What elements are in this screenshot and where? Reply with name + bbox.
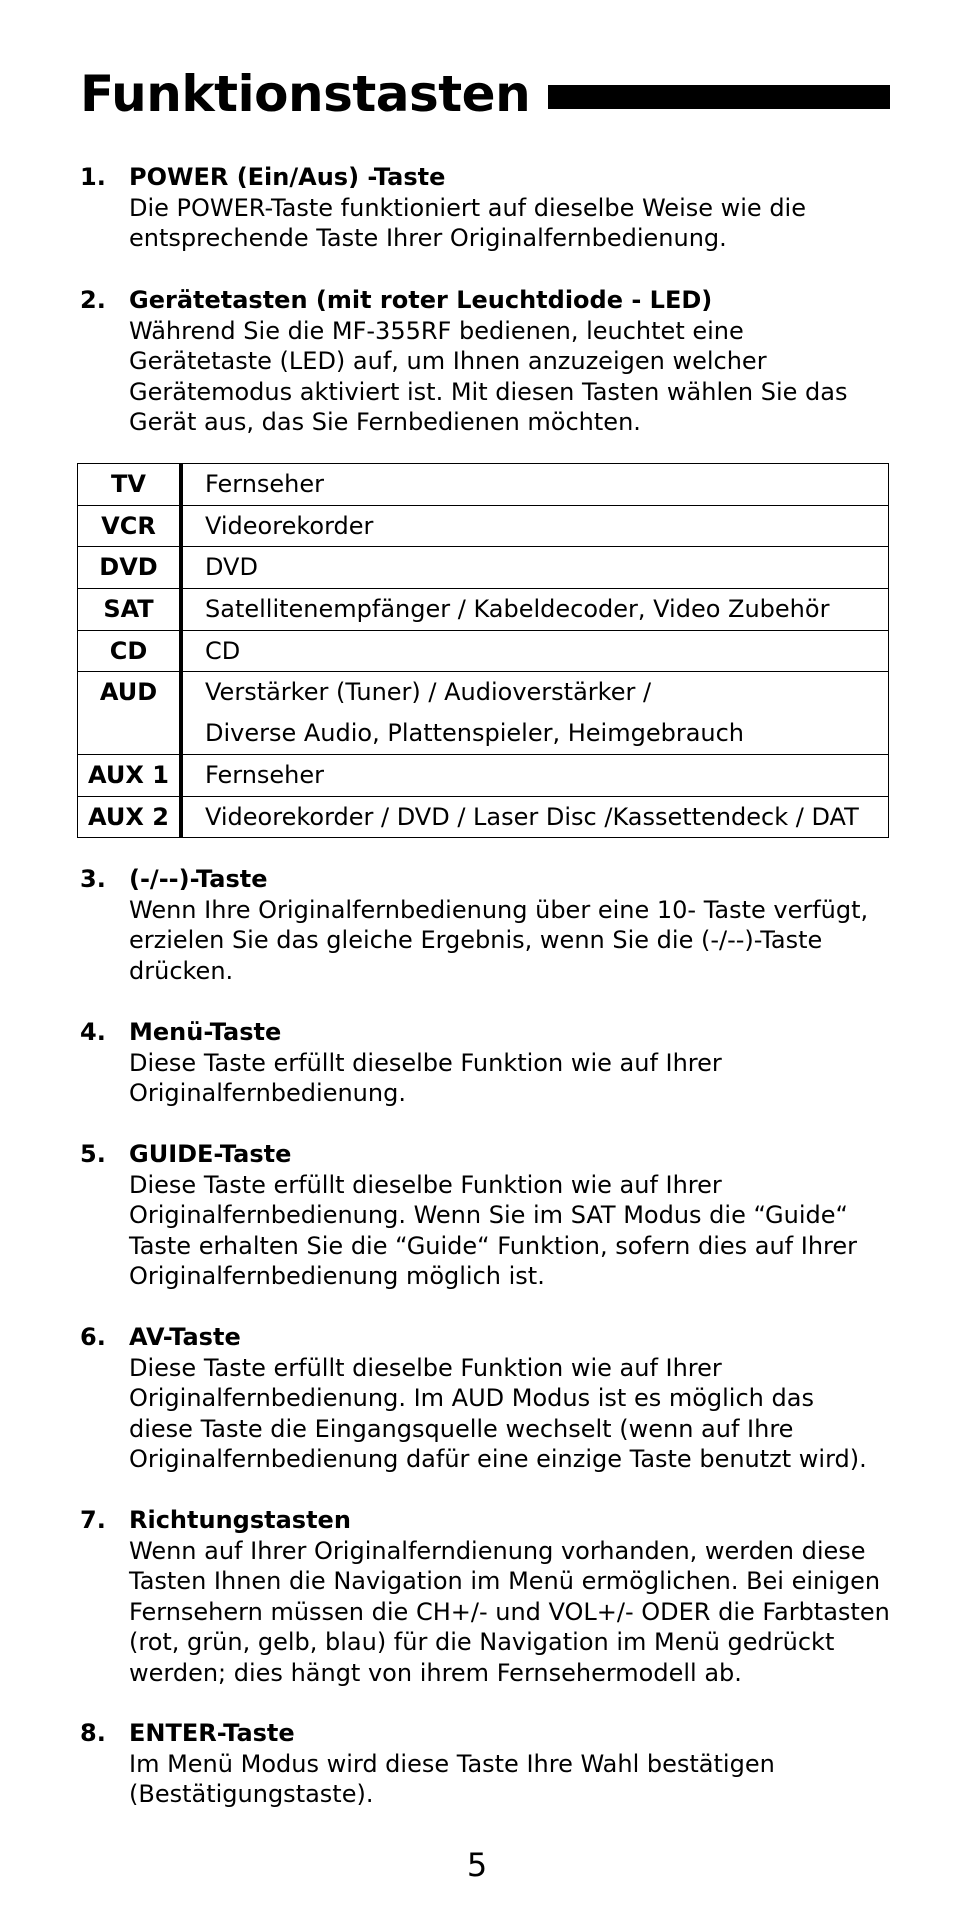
device-key-table [77, 463, 889, 838]
title-row [80, 64, 890, 124]
item-body [129, 895, 910, 987]
list-item-3 [80, 864, 910, 986]
item-line: Gerät aus, das Sie Fernbedienen möchten. [129, 408, 641, 436]
item-line: Gerätetaste (LED) auf, um Ihnen anzuzeigen welcher [129, 347, 767, 375]
device-description: Videorekorder / DVD / Laser Disc /Kassettendeck / DAT [205, 802, 859, 831]
item-line: (Bestätigungstaste). [129, 1780, 374, 1808]
item-number: 8. [80, 1719, 106, 1747]
list-item-8 [80, 1718, 910, 1810]
device-description: Videorekorder [205, 511, 374, 540]
device-code: VCR [101, 511, 156, 540]
device-description: Fernseher [205, 470, 325, 498]
item-number: 4. [80, 1018, 106, 1046]
item-number: 1. [80, 163, 106, 191]
device-code: DVD [99, 553, 158, 582]
item-number: 5. [80, 1140, 106, 1168]
page-number: 5 [466, 1846, 488, 1884]
item-heading: POWER (Ein/Aus) -Taste [129, 163, 446, 191]
item-body [129, 1170, 910, 1292]
item-heading: (-/--)-Taste [129, 865, 268, 893]
item-heading: ENTER-Taste [129, 1719, 295, 1747]
item-body [129, 1749, 910, 1810]
item-line: Originalfernbedienung dafür eine einzige Taste benutzt wird). [129, 1445, 867, 1473]
device-description: Verstärker (Tuner) / Audioverstärker / [205, 678, 652, 707]
table-row [78, 547, 889, 589]
item-line: erzielen Sie das gleiche Ergebnis, wenn Sie die (-/--)-Taste [129, 926, 823, 954]
list-item-4 [80, 1017, 910, 1109]
item-line: Originalfernbedienung. [129, 1079, 406, 1107]
item-line: (rot, grün, gelb, blau) für die Navigation im Menü gedrückt [129, 1628, 835, 1656]
device-description: CD [205, 636, 241, 665]
item-line: Gerätemodus aktiviert ist. Mit diesen Tasten wählen Sie das [129, 377, 848, 406]
item-line: Wenn Ihre Originalfernbedienung über eine 10- Taste verfügt, [129, 895, 869, 924]
device-code: TV [111, 470, 146, 498]
device-description: DVD [205, 553, 258, 582]
list-item-5 [80, 1139, 910, 1292]
title-rule [548, 85, 890, 109]
list-item-1 [80, 162, 910, 254]
table-row [78, 672, 889, 754]
device-description: Diverse Audio, Plattenspieler, Heimgebrauch [205, 719, 745, 748]
item-line: Während Sie die MF-355RF bedienen, leuchtet eine [129, 316, 744, 345]
item-body [129, 316, 910, 438]
item-line: Originalfernbedienung möglich ist. [129, 1262, 545, 1290]
table-row [78, 754, 889, 796]
item-line: werden; dies hängt von ihrem Fernsehermodell ab. [129, 1658, 742, 1687]
item-body [129, 1048, 910, 1109]
item-line: Im Menü Modus wird diese Taste Ihre Wahl bestätigen [129, 1749, 775, 1778]
item-number: 2. [80, 286, 106, 314]
list-item-2 [80, 285, 910, 438]
item-line: Die POWER-Taste funktioniert auf dieselbe Weise wie die [129, 193, 806, 222]
device-code: SAT [103, 595, 154, 624]
table-row [78, 589, 889, 631]
item-line: Originalfernbedienung. Wenn Sie im SAT Modus die “Guide“ [129, 1201, 848, 1229]
item-heading: Menü-Taste [129, 1018, 282, 1046]
table-row [78, 796, 889, 838]
item-line: Diese Taste erfüllt dieselbe Funktion wie auf Ihrer [129, 1048, 722, 1077]
item-body [129, 193, 910, 254]
table-row [78, 505, 889, 547]
table-row [78, 464, 889, 506]
item-body [129, 1536, 910, 1689]
item-heading: AV-Taste [129, 1323, 241, 1351]
list-item-7 [80, 1505, 910, 1688]
item-number: 7. [80, 1506, 106, 1534]
item-heading: Gerätetasten (mit roter Leuchtdiode - LED) [129, 286, 713, 314]
device-description: Fernseher [205, 760, 325, 789]
page-title: Funktionstasten [80, 65, 531, 123]
list-item-6 [80, 1322, 910, 1475]
item-line: drücken. [129, 956, 234, 985]
item-body [129, 1353, 910, 1475]
item-line: diese Taste die Eingangsquelle wechselt (wenn auf Ihre [129, 1414, 794, 1443]
device-code: AUD [99, 678, 158, 707]
item-line: Taste erhalten Sie die “Guide“ Funktion, sofern dies auf Ihrer [129, 1231, 858, 1260]
item-heading: GUIDE-Taste [129, 1140, 292, 1168]
table-row [78, 630, 889, 672]
item-line: Originalfernbedienung. Im AUD Modus ist es möglich das [129, 1384, 814, 1412]
item-line: Tasten Ihnen die Navigation im Menü ermöglichen. Bei einigen [129, 1567, 881, 1595]
device-code: AUX 2 [88, 802, 169, 831]
device-code: CD [109, 636, 148, 665]
item-line: Diese Taste erfüllt dieselbe Funktion wie auf Ihrer [129, 1170, 722, 1199]
item-heading: Richtungstasten [129, 1506, 351, 1534]
item-line: Diese Taste erfüllt dieselbe Funktion wie auf Ihrer [129, 1353, 722, 1382]
device-description: Satellitenempfänger / Kabeldecoder, Video Zubehör [205, 595, 830, 624]
item-number: 3. [80, 865, 106, 893]
device-code: AUX 1 [88, 760, 169, 789]
item-line: Wenn auf Ihrer Originalferndienung vorhanden, werden diese [129, 1536, 866, 1565]
item-line: entsprechende Taste Ihrer Originalfernbedienung. [129, 224, 727, 252]
item-line: Fernsehern müssen die CH+/- und VOL+/- ODER die Farbtasten [129, 1597, 890, 1626]
item-number: 6. [80, 1323, 106, 1351]
